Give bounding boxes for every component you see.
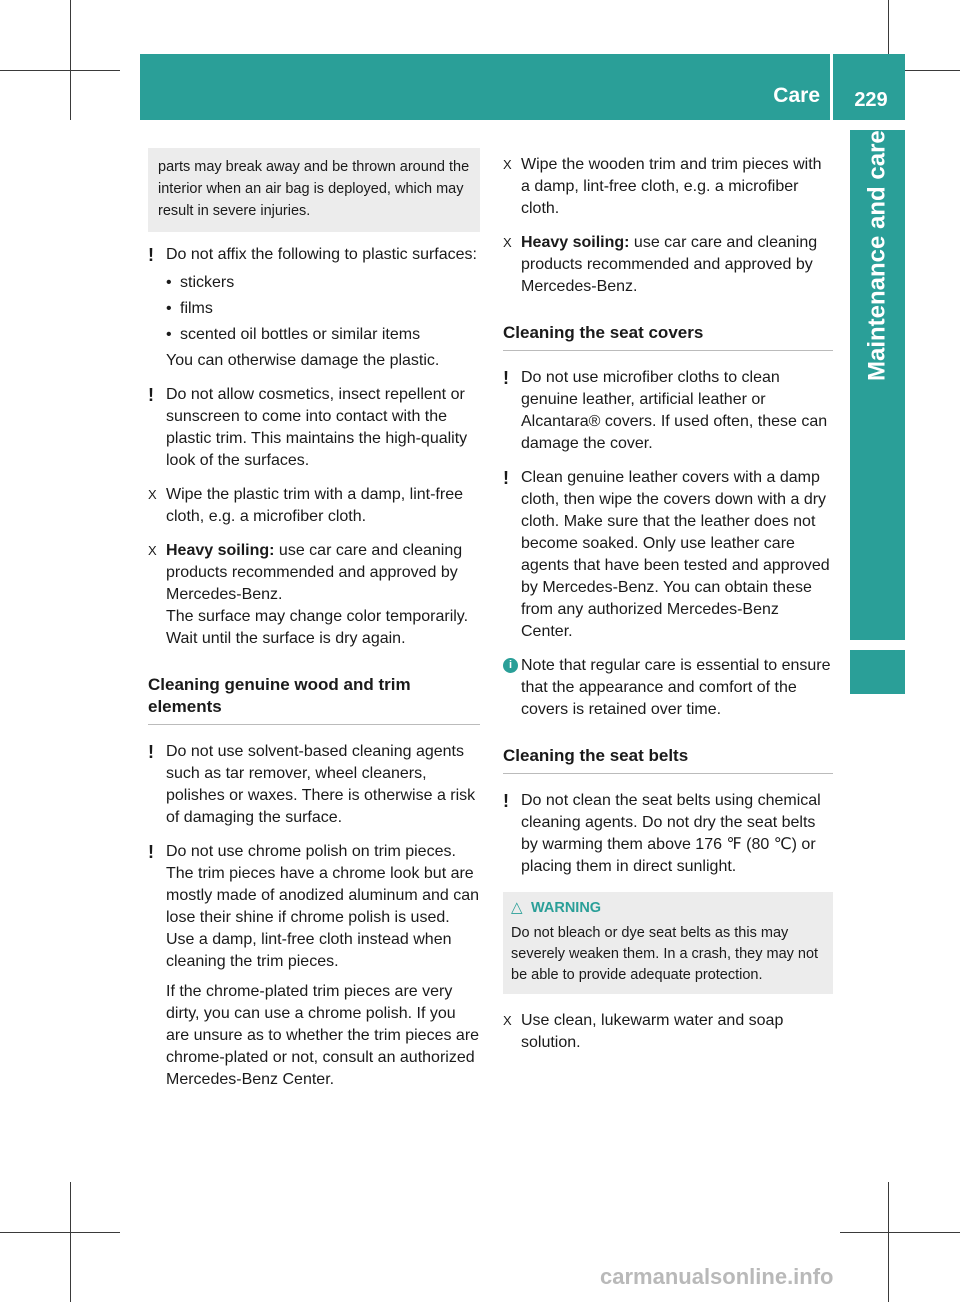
note-chrome-polish bbox=[148, 841, 480, 973]
crop-mark bbox=[70, 1182, 71, 1302]
right-column bbox=[503, 148, 833, 1054]
step-text: Use clean, lukewarm water and soap solution. bbox=[521, 1012, 784, 1051]
list-item-text: films bbox=[180, 300, 213, 317]
note-consequence: You can otherwise damage the plastic. bbox=[166, 352, 440, 369]
list-item-text: scented oil bottles or similar items bbox=[180, 326, 421, 343]
note-microfiber bbox=[503, 367, 833, 455]
note-text: Clean genuine leather covers with a damp cloth, then wipe the covers down with a dry cloth. Make sure that the leather does not become soaked. Only use leather care agents that have been tested and approved by Mercedes-Benz. You can obtain these from any authorized Mercedes-Benz Center. bbox=[521, 469, 830, 640]
note-text: Do not use solvent-based cleaning agents such as tar remover, wheel cleaners, polishes or waxes. There is otherwise a risk of damaging the surface. bbox=[166, 743, 476, 826]
note-seat-belts bbox=[503, 790, 833, 878]
section-heading: Cleaning genuine wood and trim elements bbox=[148, 674, 480, 725]
crop-mark bbox=[70, 0, 71, 120]
page-number: 229 bbox=[854, 89, 888, 111]
caution-icon: ! bbox=[148, 742, 154, 762]
note-text: Do not use microfiber cloths to clean genuine leather, artificial leather or Alcantara® covers. If used often, these can damage the cover. bbox=[521, 369, 828, 452]
step-arrow-icon: X bbox=[503, 235, 512, 250]
caution-icon: ! bbox=[503, 368, 509, 388]
note-leather bbox=[503, 467, 833, 643]
note-solvent bbox=[148, 741, 480, 829]
section-heading: Cleaning the seat belts bbox=[503, 745, 833, 774]
crop-mark bbox=[888, 1182, 889, 1302]
warning-title bbox=[511, 898, 825, 919]
step-text: use car care and cleaning products recommended and approved by Mercedes-Benz. bbox=[521, 234, 818, 295]
caution-icon: ! bbox=[503, 791, 509, 811]
step-text: use car care and cleaning products recommended and approved by Mercedes-Benz. bbox=[166, 542, 463, 603]
caution-icon: ! bbox=[148, 385, 154, 405]
step-emphasis: Heavy soiling: bbox=[521, 234, 630, 251]
caution-icon: ! bbox=[148, 842, 154, 862]
warning-label: WARNING bbox=[531, 900, 602, 916]
section-heading: Cleaning the seat covers bbox=[503, 322, 833, 351]
chapter-tab-marker bbox=[850, 650, 905, 694]
chapter-tab-label: Maintenance and care bbox=[863, 130, 891, 381]
step-text: Wipe the plastic trim with a damp, lint-free cloth, e.g. a microfiber cloth. bbox=[166, 486, 463, 525]
note-cosmetics bbox=[148, 384, 480, 472]
warning-triangle-icon: △ bbox=[511, 899, 523, 916]
step-arrow-icon: X bbox=[148, 543, 157, 558]
list-item bbox=[166, 270, 480, 296]
step-result: The surface may change color temporarily. Wait until the surface is dry again. bbox=[166, 608, 469, 647]
instruction-step bbox=[148, 540, 480, 650]
note-text: Do not affix the following to plastic surfaces: bbox=[166, 246, 477, 263]
step-arrow-icon: X bbox=[148, 487, 157, 502]
step-arrow-icon: X bbox=[503, 1013, 512, 1028]
instruction-step bbox=[503, 232, 833, 298]
bullet-icon: • bbox=[166, 274, 172, 291]
list-item bbox=[166, 296, 480, 322]
caution-icon: ! bbox=[503, 468, 509, 488]
bullet-icon: • bbox=[166, 326, 172, 343]
instruction-step bbox=[503, 154, 833, 220]
step-arrow-icon: X bbox=[503, 157, 512, 172]
instruction-step bbox=[148, 484, 480, 528]
note-text: Do not use chrome polish on trim pieces. The trim pieces have a chrome look but are mostly made of anodized aluminum and can lose their shine if chrome polish is used. Use a damp, lint-free cloth instead when cleaning the trim pieces. bbox=[166, 843, 480, 970]
note-text: Do not allow cosmetics, insect repellent or sunscreen to come into contact with the plastic trim. This maintains the high-quality look of the surfaces. bbox=[166, 386, 468, 469]
list-item-text: stickers bbox=[180, 274, 235, 291]
step-emphasis: Heavy soiling: bbox=[166, 542, 275, 559]
crop-mark bbox=[840, 1232, 960, 1233]
crop-mark bbox=[0, 1232, 120, 1233]
info-note bbox=[503, 655, 833, 721]
crop-mark bbox=[0, 70, 120, 71]
watermark: carmanualsonline.info bbox=[600, 1264, 834, 1289]
list-item bbox=[166, 322, 480, 348]
note-extra: If the chrome-plated trim pieces are very dirty, you can use a chrome polish. If you are unsure as to whether the trim pieces are chrome-plated or not, consult an authorized Mercedes-Benz Center. bbox=[166, 983, 480, 1088]
instruction-step bbox=[503, 1010, 833, 1054]
warning-continuation: parts may break away and be thrown around the interior when an air bag is deployed, which may result in severe injuries. bbox=[148, 148, 480, 232]
note-text: Note that regular care is essential to ensure that the appearance and comfort of the covers is retained over time. bbox=[521, 657, 831, 718]
header-separator bbox=[830, 54, 833, 120]
step-text: Wipe the wooden trim and trim pieces with a damp, lint-free cloth, e.g. a microfiber cloth. bbox=[521, 156, 822, 217]
page-title: Care bbox=[773, 84, 820, 107]
left-column bbox=[148, 148, 480, 1091]
note-plastic-affix bbox=[148, 244, 480, 266]
info-icon: i bbox=[503, 658, 518, 673]
caution-icon: ! bbox=[148, 245, 154, 265]
bullet-list bbox=[166, 270, 480, 348]
bullet-icon: • bbox=[166, 300, 172, 317]
warning-text: Do not bleach or dye seat belts as this may severely weaken them. In a crash, they may not be able to provide adequate protection. bbox=[511, 925, 819, 983]
warning-box bbox=[503, 892, 833, 994]
note-text: Do not clean the seat belts using chemical cleaning agents. Do not dry the seat belts by warming them above 176 ℉ (80 ℃) or placing them in direct sunlight. bbox=[521, 792, 821, 875]
